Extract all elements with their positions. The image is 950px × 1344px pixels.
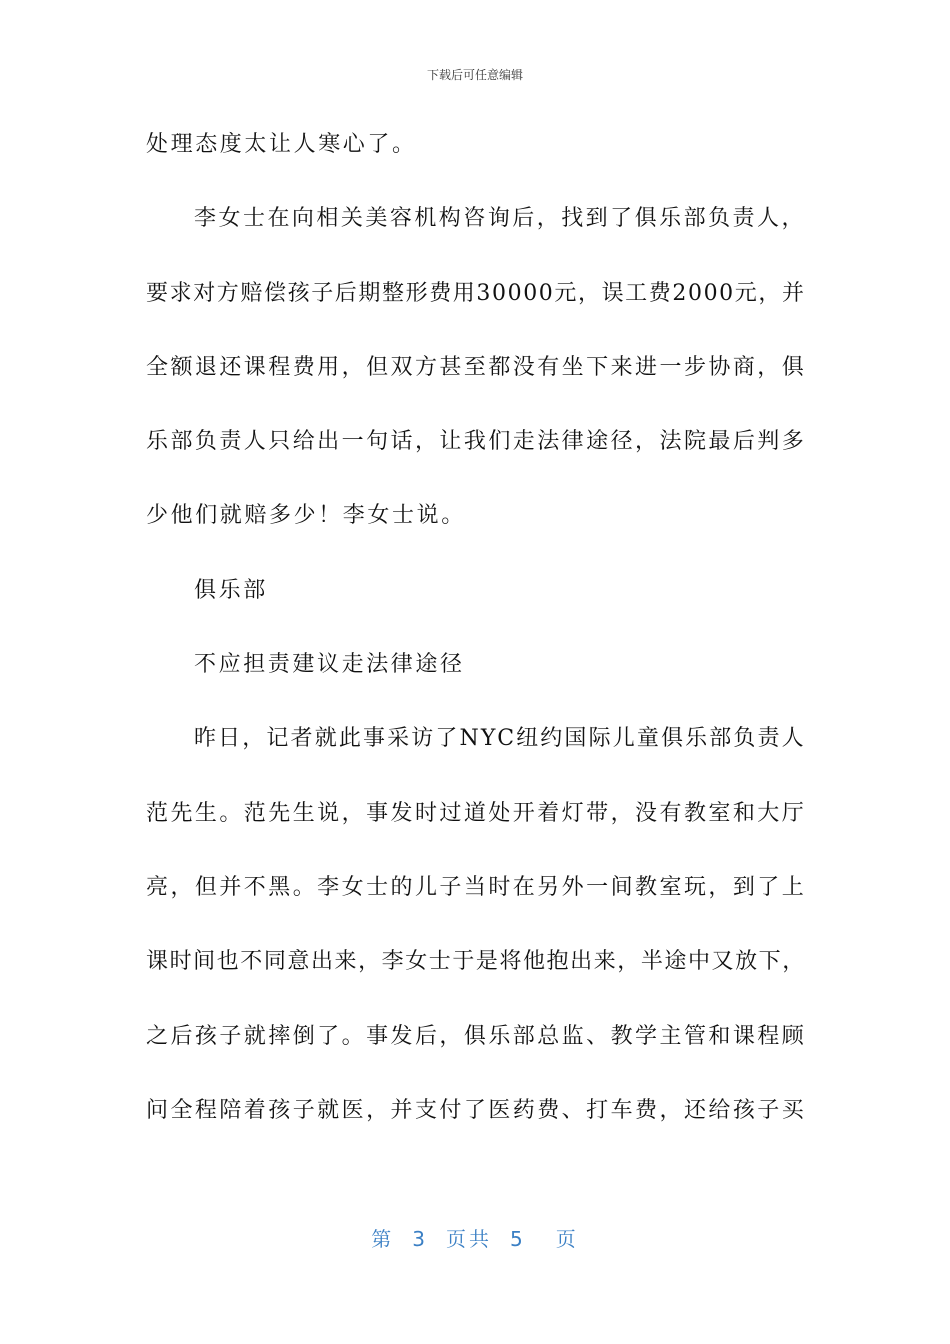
current-page-number: 3: [412, 1227, 428, 1251]
body-line-4: 全额退还课程费用，但双方甚至都没有坐下来进一步协商，俱: [146, 354, 807, 380]
body-line-5: 乐部负责人只给出一句话，让我们走法律途径，法院最后判多: [146, 429, 807, 455]
body-line-14: 问全程陪着孩子就医，并支付了医药费、打车费，还给孩子买: [146, 1097, 807, 1123]
body-line-13: 之后孩子就摔倒了。事发后，俱乐部总监、教学主管和课程顾: [146, 1023, 807, 1049]
header-text: 下载后可任意编辑: [426, 68, 523, 82]
footer-suffix: 页: [555, 1227, 579, 1251]
body-line-3: 要求对方赔偿孩子后期整形费用30000元，误工费2000元，并: [146, 280, 806, 306]
page-header: [0, 66, 950, 84]
body-line-1: 处理态度太让人寒心了。: [146, 132, 417, 157]
body-line-11: 亮，但并不黑。李女士的儿子当时在另外一间教室玩，到了上: [146, 874, 807, 900]
section-heading-club: 俱乐部: [194, 577, 268, 603]
total-pages-number: 5: [510, 1227, 526, 1251]
body-line-6: 少他们就赔多少！李女士说。: [146, 503, 466, 529]
body-line-12: 课时间也不同意出来，李女士于是将他抱出来，半途中又放下，: [146, 949, 806, 975]
body-line-9: 昨日，记者就此事采访了NYC纽约国际儿童俱乐部负责人: [194, 726, 806, 752]
body-line-10: 范先生。范先生说，事发时过道处开着灯带，没有教室和大厅: [146, 800, 807, 826]
section-subheading: 不应担责建议走法律途径: [194, 652, 465, 678]
body-line-2: 李女士在向相关美容机构咨询后，找到了俱乐部负责人，: [194, 206, 807, 232]
document-body: [146, 126, 806, 1166]
footer-middle: 页共: [446, 1227, 492, 1251]
footer-prefix: 第: [371, 1227, 395, 1251]
page-footer: [0, 1225, 950, 1253]
